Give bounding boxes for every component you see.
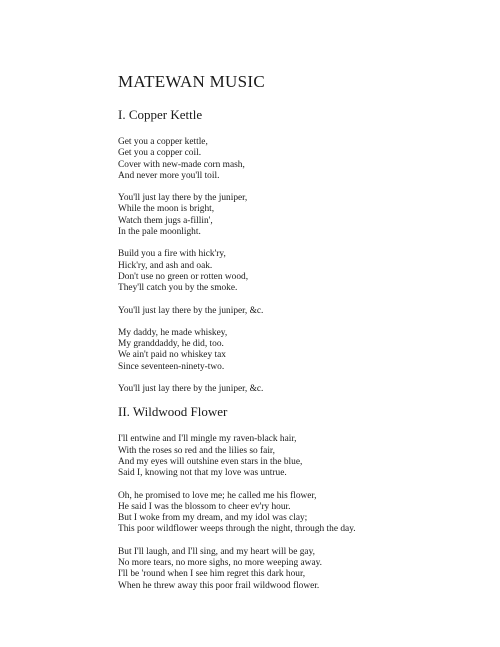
verse-line: Oh, he promised to love me; he called me his flower, — [118, 490, 317, 501]
verse-line: Hick'ry, and ash and oak. — [118, 260, 213, 271]
verse-line: But I woke from my dream, and my idol was clay; — [118, 513, 308, 524]
stanza — [118, 491, 478, 536]
verse-line: This poor wildflower weeps through the night, through the day. — [118, 524, 356, 535]
verse-line: Since seventeen-ninety-two. — [118, 361, 225, 372]
verse-line: Get you a copper kettle, — [118, 137, 208, 147]
verse-line: When he threw away this poor frail wildwood flower. — [118, 580, 320, 591]
page-title: MATEWAN MUSIC — [118, 72, 265, 91]
verse-line: But I'll laugh, and I'll sing, and my heart will be gay, — [118, 546, 316, 557]
verse-line: Cover with new-made corn mash, — [118, 159, 245, 170]
verse-line: Build you a fire with hick'ry, — [118, 249, 226, 260]
refrain — [118, 306, 478, 317]
verse-line: With the roses so red and the lilies so fair, — [118, 445, 276, 456]
stanza — [118, 328, 478, 373]
verse-line: You'll just lay there by the juniper, &c. — [118, 305, 264, 316]
stanza — [118, 249, 478, 294]
section-heading-wildwood-flower: II. Wildwood Flower — [118, 404, 228, 420]
verse-line: Said I, knowing not that my love was untrue. — [118, 468, 287, 479]
verse-line: I'll be 'round when I see him regret this dark hour, — [118, 569, 306, 580]
verse-line: Watch them jugs a-fillin', — [118, 215, 213, 226]
verse-line: Get you a copper coil. — [118, 148, 202, 159]
refrain — [118, 384, 478, 395]
verse-line: While the moon is bright, — [118, 204, 215, 215]
verse-line: And never more you'll toil. — [118, 170, 220, 181]
poem-page — [118, 72, 478, 592]
verse-line: And my eyes will outshine even stars in the blue, — [118, 456, 303, 467]
stanza — [118, 434, 478, 479]
verse-line: No more tears, no more sighs, no more weeping away. — [118, 558, 323, 569]
verse-line: My granddaddy, he did, too. — [118, 339, 224, 350]
verse-line: You'll just lay there by the juniper, &c. — [118, 384, 264, 395]
verse-line: In the pale moonlight. — [118, 227, 201, 238]
verse-line: He said I was the blossom to cheer ev'ry hour. — [118, 501, 291, 512]
stanza — [118, 547, 478, 592]
stanza — [118, 137, 478, 182]
verse-line: Don't use no green or rotten wood, — [118, 271, 249, 282]
verse-line: They'll catch you by the smoke. — [118, 283, 238, 294]
verse-line: My daddy, he made whiskey, — [118, 327, 228, 338]
verse-line: I'll entwine and I'll mingle my raven-black hair, — [118, 434, 297, 445]
section-heading-copper-kettle: I. Copper Kettle — [118, 107, 203, 122]
verse-line: We ain't paid no whiskey tax — [118, 350, 226, 361]
stanza — [118, 193, 478, 238]
verse-line: You'll just lay there by the juniper, — [118, 193, 248, 204]
